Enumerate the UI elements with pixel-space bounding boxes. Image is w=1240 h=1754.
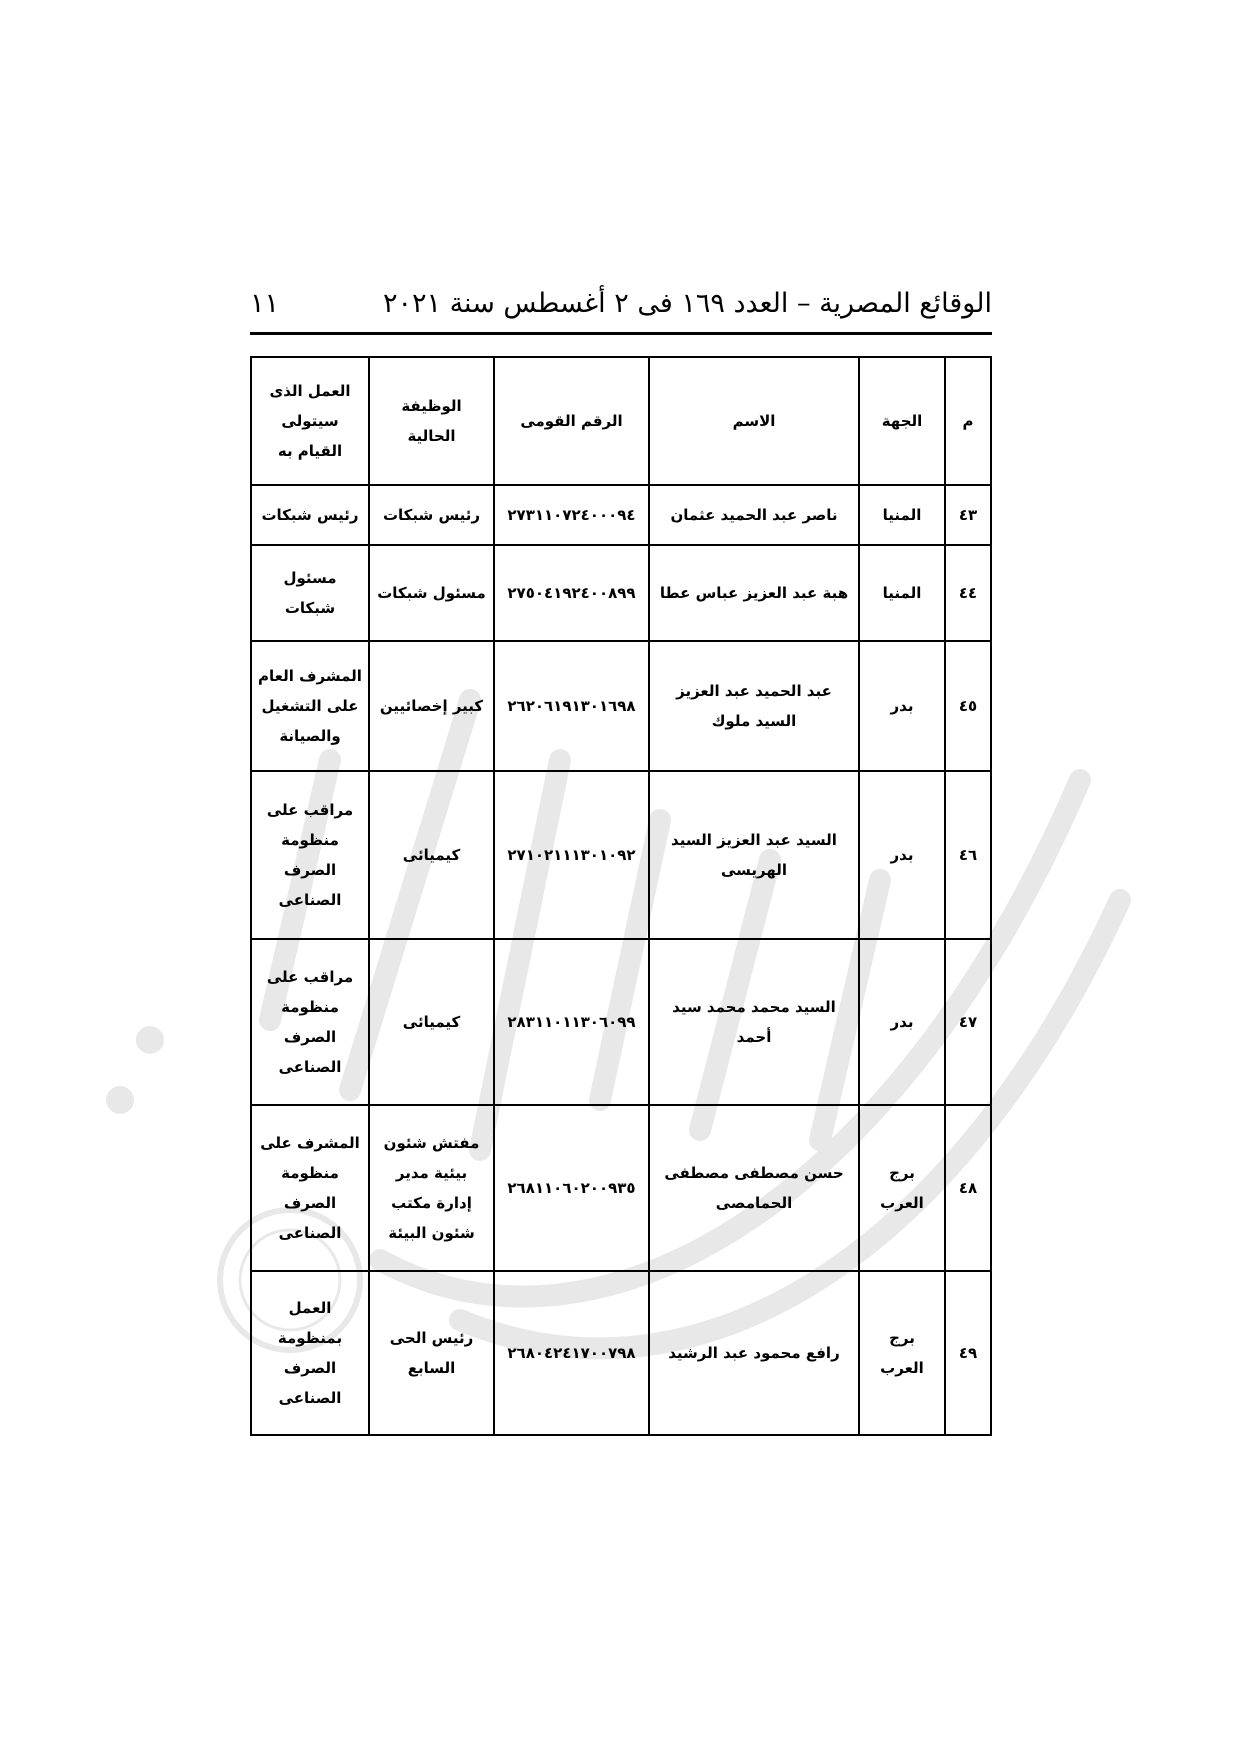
gazette-title: الوقائع المصرية – العدد ١٦٩ فى ٢ أغسطس سنة ٢٠٢١ bbox=[382, 288, 992, 319]
row-national-id: ٢٧١٠٢١١١٣٠١٠٩٢ bbox=[494, 771, 649, 939]
row-num: ٤٥ bbox=[945, 641, 991, 771]
row-future-work: مراقب على منظومة الصرف الصناعى bbox=[251, 939, 369, 1105]
header-rule bbox=[250, 332, 992, 335]
table-row bbox=[251, 545, 991, 641]
row-name: ناصر عبد الحميد عثمان bbox=[649, 485, 859, 545]
row-future-work: رئيس شبكات bbox=[251, 485, 369, 545]
row-future-work: العمل بمنظومة الصرف الصناعى bbox=[251, 1271, 369, 1435]
row-future-work: مراقب على منظومة الصرف الصناعى bbox=[251, 771, 369, 939]
row-num: ٤٧ bbox=[945, 939, 991, 1105]
row-num: ٤٦ bbox=[945, 771, 991, 939]
row-entity: بدر bbox=[859, 771, 945, 939]
row-national-id: ٢٧٣١١٠٧٢٤٠٠٠٩٤ bbox=[494, 485, 649, 545]
row-current-job: كيميائى bbox=[369, 771, 494, 939]
table-row bbox=[251, 1105, 991, 1271]
table-row bbox=[251, 1271, 991, 1435]
row-national-id: ٢٦٢٠٦١٩١٣٠١٦٩٨ bbox=[494, 641, 649, 771]
table-row bbox=[251, 939, 991, 1105]
row-entity: المنيا bbox=[859, 545, 945, 641]
row-name: رافع محمود عبد الرشيد bbox=[649, 1271, 859, 1435]
row-name: عبد الحميد عبد العزيز السيد ملوك bbox=[649, 641, 859, 771]
row-national-id: ٢٦٨١١٠٦٠٢٠٠٩٣٥ bbox=[494, 1105, 649, 1271]
row-current-job: رئيس شبكات bbox=[369, 485, 494, 545]
row-num: ٤٤ bbox=[945, 545, 991, 641]
row-name: السيد محمد محمد سيد أحمد bbox=[649, 939, 859, 1105]
row-national-id: ٢٦٨٠٤٢٤١٧٠٠٧٩٨ bbox=[494, 1271, 649, 1435]
row-entity: بدر bbox=[859, 939, 945, 1105]
row-num: ٤٣ bbox=[945, 485, 991, 545]
row-current-job: كيميائى bbox=[369, 939, 494, 1105]
row-future-work: المشرف العام على التشغيل والصيانة bbox=[251, 641, 369, 771]
employees-table bbox=[250, 356, 992, 1436]
row-current-job: كبير إخصائيين bbox=[369, 641, 494, 771]
header-name: الاسم bbox=[649, 357, 859, 485]
row-entity: بدر bbox=[859, 641, 945, 771]
row-entity: برج العرب bbox=[859, 1271, 945, 1435]
table-row bbox=[251, 771, 991, 939]
row-national-id: ٢٧٥٠٤١٩٢٤٠٠٨٩٩ bbox=[494, 545, 649, 641]
row-name: السيد عبد العزيز السيد الهريسى bbox=[649, 771, 859, 939]
table-row bbox=[251, 485, 991, 545]
row-entity: المنيا bbox=[859, 485, 945, 545]
row-current-job: رئيس الحى السابع bbox=[369, 1271, 494, 1435]
row-future-work: مسئول شبكات bbox=[251, 545, 369, 641]
header-entity: الجهة bbox=[859, 357, 945, 485]
header-national-id: الرقم القومى bbox=[494, 357, 649, 485]
row-num: ٤٨ bbox=[945, 1105, 991, 1271]
header-future-work: العمل الذى سيتولى القيام به bbox=[251, 357, 369, 485]
table-header-row bbox=[251, 357, 991, 485]
row-name: هبة عبد العزيز عباس عطا bbox=[649, 545, 859, 641]
row-future-work: المشرف على منظومة الصرف الصناعى bbox=[251, 1105, 369, 1271]
table-row bbox=[251, 641, 991, 771]
row-national-id: ٢٨٣١١٠١١٣٠٦٠٩٩ bbox=[494, 939, 649, 1105]
page-number: ١١ bbox=[250, 288, 280, 319]
row-num: ٤٩ bbox=[945, 1271, 991, 1435]
page-header bbox=[250, 286, 992, 326]
row-current-job: مسئول شبكات bbox=[369, 545, 494, 641]
row-current-job: مفتش شئون بيئية مدير إدارة مكتب شئون البيئة bbox=[369, 1105, 494, 1271]
row-name: حسن مصطفى مصطفى الحمامصى bbox=[649, 1105, 859, 1271]
row-entity: برج العرب bbox=[859, 1105, 945, 1271]
header-num: م bbox=[945, 357, 991, 485]
header-current-job: الوظيفة الحالية bbox=[369, 357, 494, 485]
